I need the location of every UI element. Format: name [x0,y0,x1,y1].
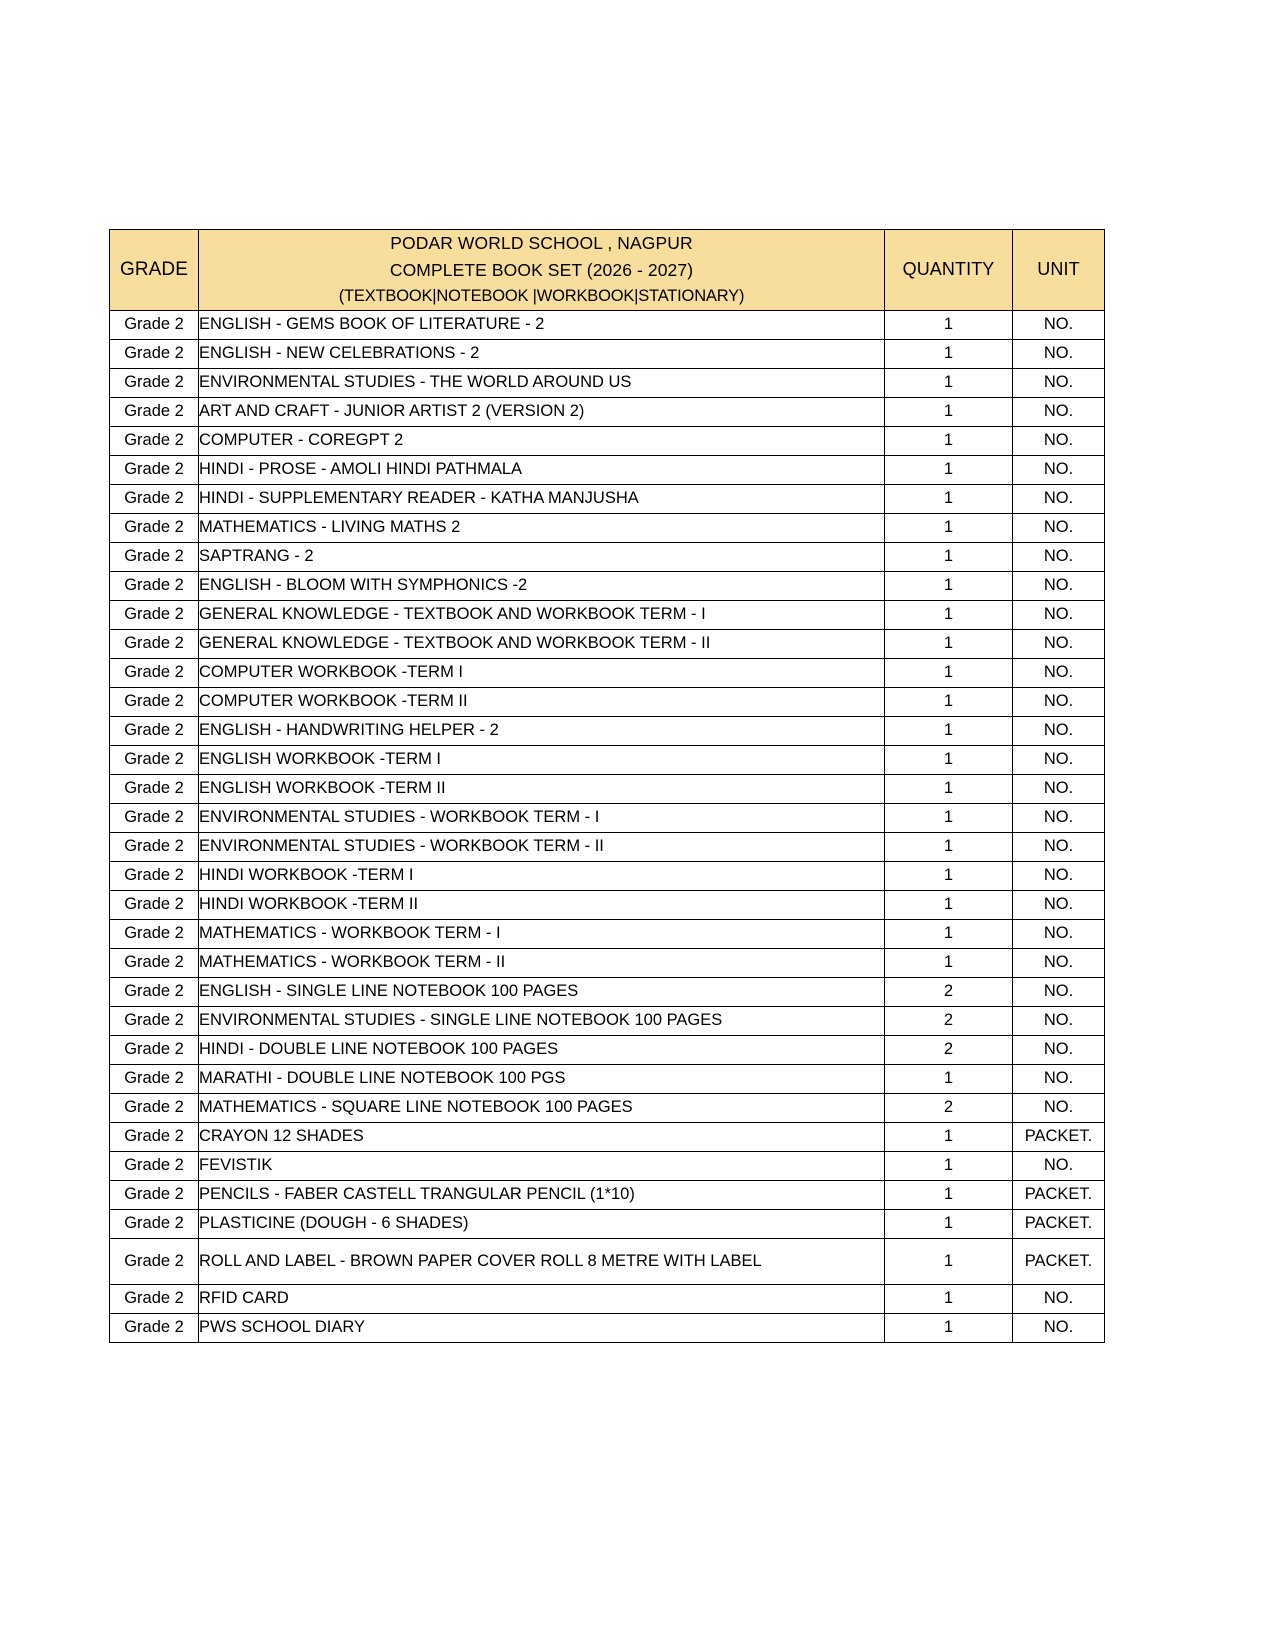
cell-item-title: PLASTICINE (DOUGH - 6 SHADES) [199,1209,885,1238]
table-row [110,890,1105,919]
table-row [110,1093,1105,1122]
cell-quantity: 1 [885,1313,1013,1342]
cell-item-title: COMPUTER - COREGPT 2 [199,426,885,455]
cell-quantity: 1 [885,600,1013,629]
cell-quantity: 1 [885,861,1013,890]
cell-unit: NO. [1013,803,1105,832]
cell-unit: NO. [1013,455,1105,484]
table-row [110,658,1105,687]
cell-unit: NO. [1013,774,1105,803]
school-name: PODAR WORLD SCHOOL , NAGPUR [390,233,693,253]
cell-grade: Grade 2 [110,1035,199,1064]
cell-quantity: 2 [885,1035,1013,1064]
cell-unit: NO. [1013,1313,1105,1342]
cell-unit: NO. [1013,484,1105,513]
cell-grade: Grade 2 [110,687,199,716]
cell-unit: NO. [1013,1006,1105,1035]
cell-quantity: 1 [885,687,1013,716]
cell-item-title: COMPUTER WORKBOOK -TERM I [199,658,885,687]
cell-unit: NO. [1013,1035,1105,1064]
cell-grade: Grade 2 [110,1180,199,1209]
cell-item-title: PWS SCHOOL DIARY [199,1313,885,1342]
cell-quantity: 1 [885,513,1013,542]
cell-quantity: 1 [885,716,1013,745]
table-row [110,1209,1105,1238]
cell-item-title: ENGLISH WORKBOOK -TERM I [199,745,885,774]
cell-quantity: 1 [885,1064,1013,1093]
table-row [110,1238,1105,1284]
cell-unit: NO. [1013,861,1105,890]
cell-grade: Grade 2 [110,919,199,948]
cell-quantity: 1 [885,919,1013,948]
cell-grade: Grade 2 [110,397,199,426]
cell-item-title: COMPUTER WORKBOOK -TERM II [199,687,885,716]
cell-unit: NO. [1013,716,1105,745]
cell-unit: NO. [1013,310,1105,339]
cell-unit: NO. [1013,1093,1105,1122]
cell-unit: NO. [1013,919,1105,948]
cell-quantity: 1 [885,1238,1013,1284]
cell-grade: Grade 2 [110,1284,199,1313]
cell-quantity: 1 [885,455,1013,484]
cell-grade: Grade 2 [110,803,199,832]
cell-grade: Grade 2 [110,1122,199,1151]
cell-item-title: PENCILS - FABER CASTELL TRANGULAR PENCIL (1*10) [199,1180,885,1209]
cell-grade: Grade 2 [110,310,199,339]
cell-grade: Grade 2 [110,571,199,600]
table-row [110,513,1105,542]
column-header-grade: GRADE [110,230,199,311]
column-header-unit: UNIT [1013,230,1105,311]
table-row [110,484,1105,513]
cell-unit: NO. [1013,1151,1105,1180]
cell-item-title: ENGLISH - GEMS BOOK OF LITERATURE - 2 [199,310,885,339]
cell-item-title: MATHEMATICS - SQUARE LINE NOTEBOOK 100 PAGES [199,1093,885,1122]
cell-item-title: ENGLISH - SINGLE LINE NOTEBOOK 100 PAGES [199,977,885,1006]
column-header-quantity: QUANTITY [885,230,1013,311]
cell-grade: Grade 2 [110,832,199,861]
cell-item-title: ROLL AND LABEL - BROWN PAPER COVER ROLL 8 METRE WITH LABEL [199,1238,885,1284]
cell-item-title: ENGLISH - HANDWRITING HELPER - 2 [199,716,885,745]
cell-item-title: HINDI WORKBOOK -TERM II [199,890,885,919]
table-row [110,1313,1105,1342]
cell-grade: Grade 2 [110,455,199,484]
cell-item-title: MARATHI - DOUBLE LINE NOTEBOOK 100 PGS [199,1064,885,1093]
cell-unit: NO. [1013,368,1105,397]
cell-grade: Grade 2 [110,484,199,513]
cell-grade: Grade 2 [110,542,199,571]
cell-quantity: 1 [885,1122,1013,1151]
cell-unit: NO. [1013,600,1105,629]
table-row [110,542,1105,571]
cell-quantity: 2 [885,1093,1013,1122]
cell-quantity: 1 [885,1151,1013,1180]
cell-unit: NO. [1013,426,1105,455]
cell-unit: NO. [1013,1064,1105,1093]
cell-unit: NO. [1013,948,1105,977]
cell-item-title: GENERAL KNOWLEDGE - TEXTBOOK AND WORKBOOK TERM - II [199,629,885,658]
cell-grade: Grade 2 [110,774,199,803]
table-header [110,230,1105,311]
table-row [110,716,1105,745]
table-row [110,687,1105,716]
cell-quantity: 1 [885,368,1013,397]
cell-item-title: ENVIRONMENTAL STUDIES - WORKBOOK TERM - II [199,832,885,861]
table-row [110,745,1105,774]
cell-item-title: RFID CARD [199,1284,885,1313]
cell-unit: NO. [1013,339,1105,368]
cell-item-title: ENGLISH - NEW CELEBRATIONS - 2 [199,339,885,368]
cell-unit: NO. [1013,629,1105,658]
cell-grade: Grade 2 [110,716,199,745]
cell-grade: Grade 2 [110,745,199,774]
table-row [110,861,1105,890]
table-row [110,1122,1105,1151]
table-row [110,600,1105,629]
cell-item-title: FEVISTIK [199,1151,885,1180]
cell-unit: NO. [1013,542,1105,571]
cell-quantity: 1 [885,745,1013,774]
cell-unit: NO. [1013,832,1105,861]
book-set-table [109,229,1105,1343]
cell-quantity: 1 [885,658,1013,687]
cell-grade: Grade 2 [110,1006,199,1035]
cell-grade: Grade 2 [110,658,199,687]
table-row [110,310,1105,339]
table-row [110,455,1105,484]
cell-item-title: ENVIRONMENTAL STUDIES - THE WORLD AROUND US [199,368,885,397]
table-row [110,426,1105,455]
cell-grade: Grade 2 [110,948,199,977]
cell-grade: Grade 2 [110,977,199,1006]
cell-quantity: 1 [885,1284,1013,1313]
cell-grade: Grade 2 [110,600,199,629]
cell-item-title: SAPTRANG - 2 [199,542,885,571]
cell-quantity: 1 [885,310,1013,339]
cell-unit: NO. [1013,890,1105,919]
cell-unit: PACKET. [1013,1209,1105,1238]
cell-unit: NO. [1013,745,1105,774]
book-set-sheet [109,229,1104,1343]
cell-grade: Grade 2 [110,368,199,397]
cell-item-title: HINDI - DOUBLE LINE NOTEBOOK 100 PAGES [199,1035,885,1064]
cell-grade: Grade 2 [110,1209,199,1238]
cell-unit: NO. [1013,658,1105,687]
cell-item-title: ART AND CRAFT - JUNIOR ARTIST 2 (VERSION 2) [199,397,885,426]
cell-item-title: ENVIRONMENTAL STUDIES - SINGLE LINE NOTEBOOK 100 PAGES [199,1006,885,1035]
table-row [110,1064,1105,1093]
cell-quantity: 1 [885,484,1013,513]
cell-grade: Grade 2 [110,1313,199,1342]
cell-quantity: 1 [885,832,1013,861]
cell-unit: NO. [1013,687,1105,716]
cell-item-title: MATHEMATICS - WORKBOOK TERM - II [199,948,885,977]
cell-grade: Grade 2 [110,629,199,658]
table-row [110,803,1105,832]
cell-quantity: 1 [885,1209,1013,1238]
cell-item-title: MATHEMATICS - WORKBOOK TERM - I [199,919,885,948]
table-row [110,977,1105,1006]
cell-item-title: HINDI - SUPPLEMENTARY READER - KATHA MANJUSHA [199,484,885,513]
table-row [110,1035,1105,1064]
cell-unit: NO. [1013,571,1105,600]
cell-grade: Grade 2 [110,513,199,542]
cell-grade: Grade 2 [110,861,199,890]
table-row [110,1151,1105,1180]
cell-item-title: ENVIRONMENTAL STUDIES - WORKBOOK TERM - I [199,803,885,832]
cell-unit: PACKET. [1013,1238,1105,1284]
cell-unit: PACKET. [1013,1122,1105,1151]
cell-unit: NO. [1013,513,1105,542]
cell-quantity: 1 [885,339,1013,368]
table-row [110,919,1105,948]
table-row [110,948,1105,977]
cell-quantity: 1 [885,890,1013,919]
cell-grade: Grade 2 [110,1093,199,1122]
cell-quantity: 1 [885,774,1013,803]
header-row [110,230,1105,311]
cell-quantity: 1 [885,629,1013,658]
cell-grade: Grade 2 [110,1064,199,1093]
cell-item-title: HINDI WORKBOOK -TERM I [199,861,885,890]
cell-unit: PACKET. [1013,1180,1105,1209]
cell-unit: NO. [1013,397,1105,426]
cell-quantity: 1 [885,803,1013,832]
column-header-title [199,230,885,311]
cell-quantity: 1 [885,1180,1013,1209]
table-row [110,629,1105,658]
table-row [110,1180,1105,1209]
cell-item-title: HINDI - PROSE - AMOLI HINDI PATHMALA [199,455,885,484]
cell-grade: Grade 2 [110,1151,199,1180]
cell-grade: Grade 2 [110,890,199,919]
table-row [110,339,1105,368]
cell-quantity: 1 [885,426,1013,455]
table-row [110,1284,1105,1313]
table-row [110,1006,1105,1035]
book-set-categories: (TEXTBOOK|NOTEBOOK |WORKBOOK|STATIONARY) [338,287,745,306]
cell-quantity: 1 [885,571,1013,600]
table-row [110,397,1105,426]
table-row [110,368,1105,397]
cell-grade: Grade 2 [110,339,199,368]
cell-unit: NO. [1013,977,1105,1006]
cell-grade: Grade 2 [110,1238,199,1284]
table-row [110,774,1105,803]
cell-quantity: 1 [885,948,1013,977]
book-set-year: COMPLETE BOOK SET (2026 - 2027) [389,260,694,281]
cell-quantity: 1 [885,397,1013,426]
cell-unit: NO. [1013,1284,1105,1313]
table-body [110,310,1105,1342]
cell-item-title: ENGLISH - BLOOM WITH SYMPHONICS -2 [199,571,885,600]
table-row [110,571,1105,600]
cell-quantity: 2 [885,977,1013,1006]
table-row [110,832,1105,861]
cell-item-title: CRAYON 12 SHADES [199,1122,885,1151]
cell-quantity: 2 [885,1006,1013,1035]
cell-item-title: GENERAL KNOWLEDGE - TEXTBOOK AND WORKBOOK TERM - I [199,600,885,629]
cell-item-title: ENGLISH WORKBOOK -TERM II [199,774,885,803]
cell-grade: Grade 2 [110,426,199,455]
cell-quantity: 1 [885,542,1013,571]
cell-item-title: MATHEMATICS - LIVING MATHS 2 [199,513,885,542]
